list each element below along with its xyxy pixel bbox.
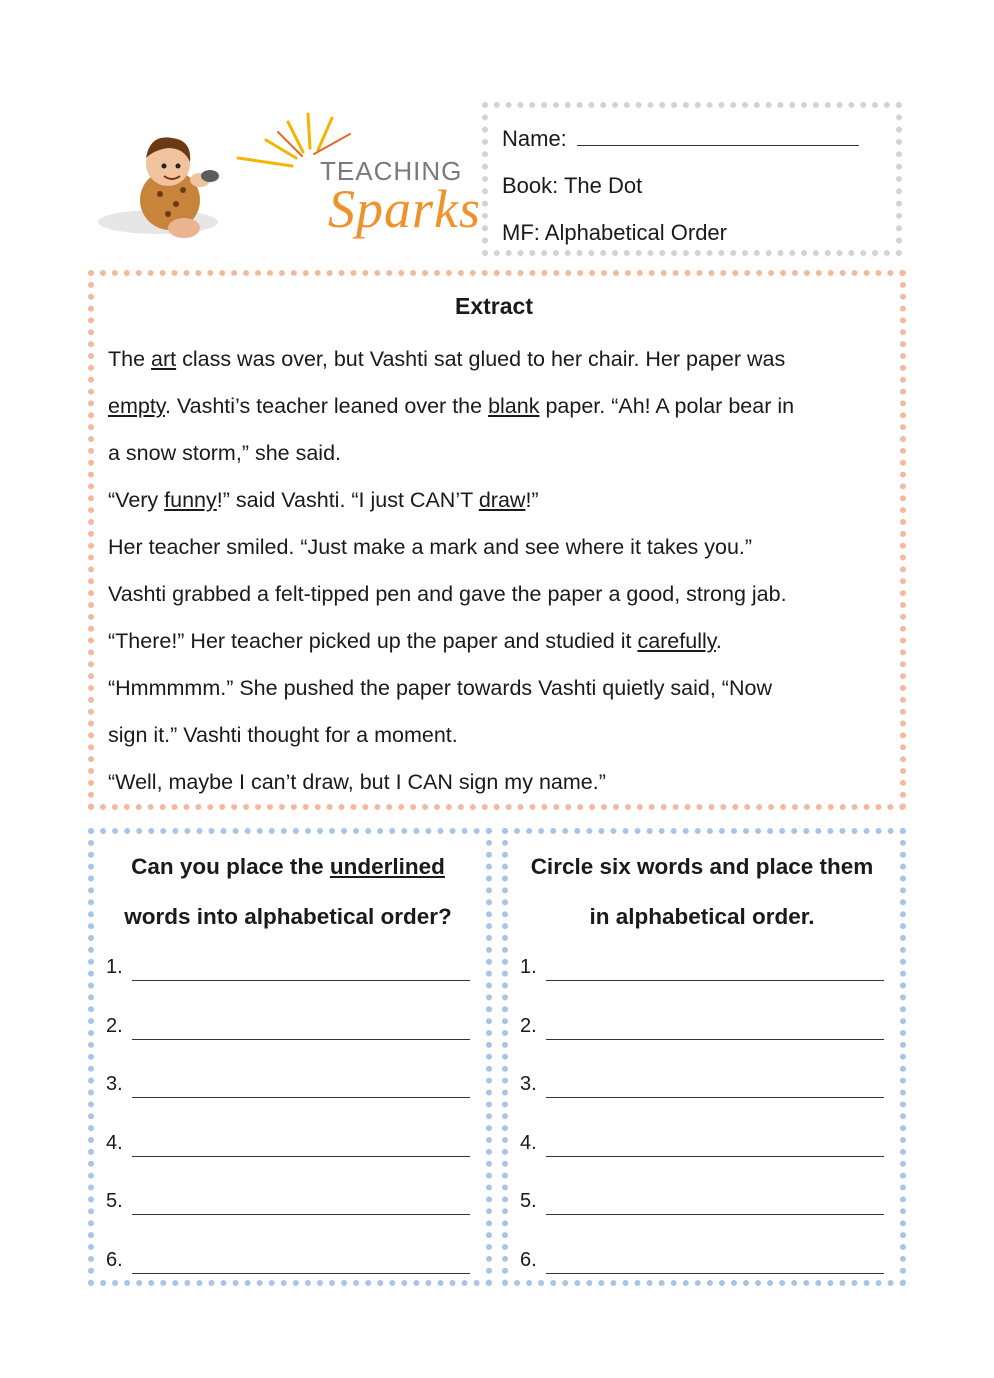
logo-text-teaching: TEACHING [320, 156, 463, 186]
answer-row [520, 1190, 884, 1249]
name-row [502, 116, 882, 163]
answer-blank-line[interactable] [546, 1132, 884, 1157]
logo-text-sparks: Sparks [328, 179, 481, 239]
answer-blank-line[interactable] [132, 1073, 470, 1098]
answer-number: 1. [106, 956, 123, 978]
text-segment: Vashti grabbed a felt-tipped pen and gave the paper a good, strong jab. [108, 582, 787, 606]
text-segment: class was over, but Vashti sat glued to her chair. Her paper was [176, 347, 786, 371]
underlined-word: blank [488, 394, 540, 418]
answer-number: 1. [520, 956, 537, 978]
underlined-word: empty [108, 394, 165, 418]
text-segment: in alphabetical order. [589, 904, 815, 929]
answer-row [520, 1132, 884, 1191]
answer-number: 2. [106, 1014, 123, 1037]
text-segment: . [715, 629, 722, 653]
answer-number: 4. [520, 1131, 537, 1154]
answer-blank-line[interactable] [132, 956, 470, 981]
underlined-word: draw [478, 488, 526, 512]
answer-number: 3. [520, 1073, 537, 1095]
question-title-line [520, 842, 884, 892]
extract-line [108, 759, 880, 806]
answer-row [106, 1015, 470, 1074]
extract-title: Extract [455, 293, 533, 319]
text-segment: paper. “Ah! A polar bear in [539, 394, 795, 418]
text-segment: . Vashti’s teacher leaned over the [164, 394, 489, 418]
answer-row [106, 1190, 470, 1249]
answer-list [520, 956, 884, 1307]
extract-line [108, 618, 880, 665]
answer-row [106, 1132, 470, 1191]
text-segment: words into alphabetical order? [124, 904, 452, 929]
answer-blank-line[interactable] [546, 956, 884, 981]
underlined-word: underlined [329, 854, 445, 879]
answer-row [520, 1073, 884, 1132]
answer-number: 5. [520, 1190, 537, 1212]
extract-line [108, 383, 880, 430]
student-info-box [482, 102, 902, 256]
answer-blank-line[interactable] [546, 1015, 884, 1040]
extract-line [108, 430, 880, 477]
question-title [520, 842, 884, 942]
answer-number: 4. [106, 1131, 123, 1154]
book-title: Book: The Dot [502, 173, 643, 198]
teaching-sparks-logo [88, 104, 481, 254]
text-segment: a snow storm,” she said. [108, 441, 342, 465]
extract-line [108, 712, 880, 759]
main-focus: MF: Alphabetical Order [502, 220, 727, 245]
question-title-line [106, 842, 470, 892]
answer-blank-line[interactable] [132, 1132, 470, 1157]
question-box-underlined [88, 828, 492, 1286]
text-segment: Can you place the [131, 854, 330, 879]
text-segment: “There!” Her teacher picked up the paper and studied it [108, 629, 638, 653]
extract-line [108, 571, 880, 618]
answer-number: 6. [520, 1248, 537, 1271]
answer-blank-line[interactable] [546, 1073, 884, 1098]
text-segment: “Well, maybe I can’t draw, but I CAN sign my name.” [108, 770, 606, 794]
text-segment: !” said Vashti. “I just CAN’T [216, 488, 479, 512]
text-segment: sign it.” Vashti thought for a moment. [108, 723, 458, 747]
question-title [106, 842, 470, 942]
answer-row [520, 1249, 884, 1308]
answer-blank-line[interactable] [132, 1249, 470, 1274]
extract-line [108, 665, 880, 712]
extract-line [108, 524, 880, 571]
text-segment: Her teacher smiled. “Just make a mark and see where it takes you.” [108, 535, 753, 559]
answer-blank-line[interactable] [546, 1249, 884, 1274]
name-label: Name: [502, 126, 567, 151]
text-segment: The [108, 347, 152, 371]
text-segment: !” [525, 488, 539, 512]
answer-blank-line[interactable] [132, 1015, 470, 1040]
underlined-word: art [151, 347, 177, 371]
extract-text [108, 336, 880, 806]
answer-number: 3. [106, 1073, 123, 1095]
answer-number: 6. [106, 1248, 123, 1271]
underlined-word: carefully [637, 629, 716, 653]
extract-box [88, 270, 906, 810]
underlined-word: funny [164, 488, 217, 512]
answer-blank-line[interactable] [546, 1190, 884, 1215]
text-segment: Circle six words and place them [530, 854, 874, 879]
question-title-line [106, 892, 470, 942]
text-segment: “Very [108, 488, 165, 512]
answer-number: 5. [106, 1190, 123, 1212]
answer-row [520, 1015, 884, 1074]
answer-row [106, 956, 470, 1015]
answer-blank-line[interactable] [132, 1190, 470, 1215]
text-segment: “Hmmmmm.” She pushed the paper towards Vashti quietly said, “Now [108, 676, 772, 700]
answer-row [106, 1073, 470, 1132]
answer-number: 2. [520, 1014, 537, 1037]
extract-line [108, 477, 880, 524]
question-box-circle [502, 828, 906, 1286]
answer-row [520, 956, 884, 1015]
answer-row [106, 1249, 470, 1308]
name-blank-line[interactable] [577, 123, 859, 146]
answer-list [106, 956, 470, 1307]
question-title-line [520, 892, 884, 942]
extract-line [108, 336, 880, 383]
